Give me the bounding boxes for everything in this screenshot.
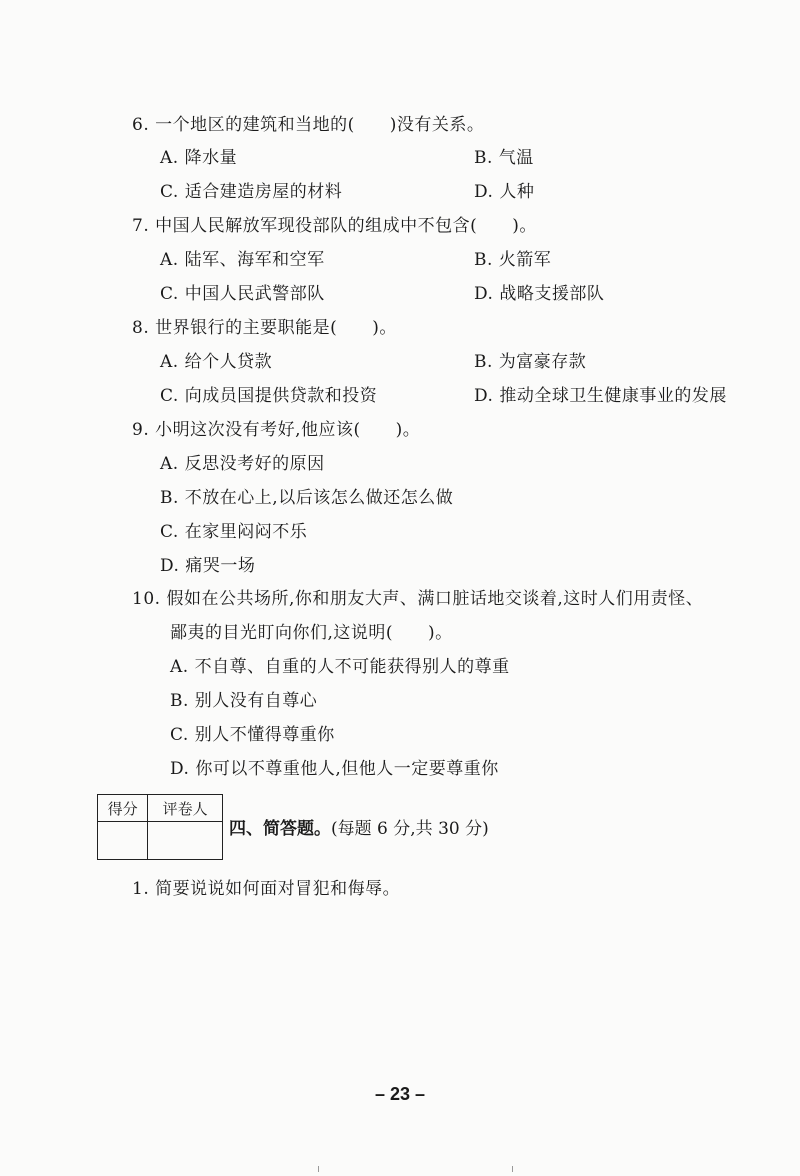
question-8-option-b: B. 为富豪存款 [474,352,587,372]
question-10-stem-line2: 鄙夷的目光盯向你们,这说明( )。 [170,623,453,643]
question-6-option-a: A. 降水量 [160,148,238,168]
score-cell[interactable] [98,822,148,860]
question-10-option-c: C. 别人不懂得尊重你 [170,725,335,745]
question-8-option-a: A. 给个人贷款 [160,352,273,372]
question-6-option-d: D. 人种 [474,182,535,202]
question-7-option-a: A. 陆军、海军和空军 [160,250,325,270]
short-answer-question-1: 1. 简要说说如何面对冒犯和侮辱。 [132,879,401,899]
section-4-title: 四、简答题。 [229,819,331,839]
question-8-stem: 8. 世界银行的主要职能是( )。 [132,318,397,338]
question-6-stem: 6. 一个地区的建筑和当地的( )没有关系。 [132,115,485,135]
section-4-heading [229,818,489,840]
question-6-option-c: C. 适合建造房屋的材料 [160,182,343,202]
question-7-option-b: B. 火箭军 [474,250,552,270]
grader-cell[interactable] [148,822,223,860]
question-9-option-d: D. 痛哭一场 [160,556,256,576]
page-number: – 23 – [374,1084,426,1104]
question-10-option-d: D. 你可以不尊重他人,但他人一定要尊重你 [170,759,499,779]
question-9-option-c: C. 在家里闷闷不乐 [160,522,308,542]
crop-mark [318,1166,319,1172]
score-box [97,794,223,860]
question-10-stem-line1: 10. 假如在公共场所,你和朋友大声、满口脏话地交谈着,这时人们用责怪、 [132,589,704,609]
question-8-option-d: D. 推动全球卫生健康事业的发展 [474,386,727,406]
question-9-option-a: A. 反思没考好的原因 [160,454,325,474]
section-4-note: (每题 6 分,共 30 分) [331,819,489,839]
crop-mark [512,1166,513,1172]
question-7-option-c: C. 中国人民武警部队 [160,284,325,304]
question-9-option-b: B. 不放在心上,以后该怎么做还怎么做 [160,488,454,508]
question-7-option-d: D. 战略支援部队 [474,284,605,304]
question-7-stem: 7. 中国人民解放军现役部队的组成中不包含( )。 [132,216,537,236]
grader-label: 评卷人 [148,795,223,822]
question-6-option-b: B. 气温 [474,148,534,168]
question-10-option-a: A. 不自尊、自重的人不可能获得别人的尊重 [170,657,510,677]
question-9-stem: 9. 小明这次没有考好,他应该( )。 [132,420,421,440]
question-8-option-c: C. 向成员国提供贷款和投资 [160,386,378,406]
question-10-option-b: B. 别人没有自尊心 [170,691,318,711]
score-label: 得分 [98,795,148,822]
